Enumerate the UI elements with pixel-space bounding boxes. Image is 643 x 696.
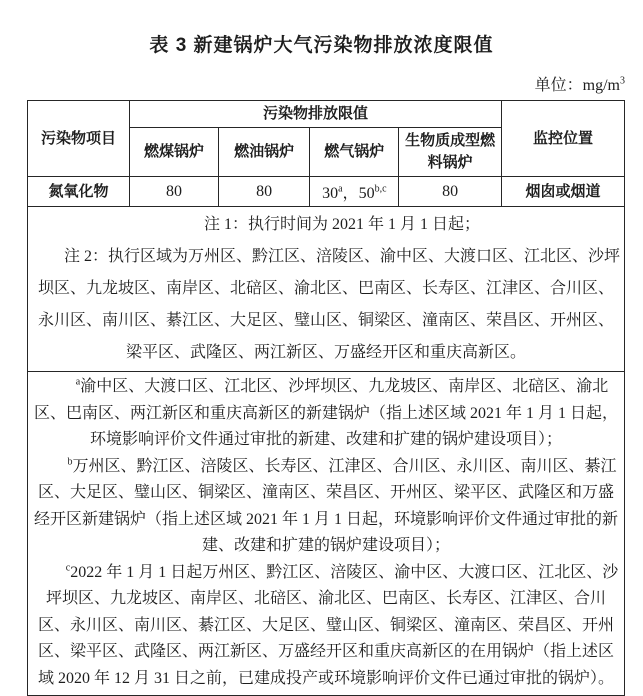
gas-footnote-ref-bc: b,c [374, 183, 387, 195]
table-title: 表 3 新建锅炉大气污染物排放浓度限值 [149, 35, 494, 56]
header-row-1 [28, 101, 625, 128]
footnote-b-marker: b [67, 456, 73, 468]
header-gas-boiler: 燃气锅炉 [310, 128, 399, 177]
gas-footnote-ref-a: a [338, 183, 343, 195]
footnote-a-marker: a [75, 376, 81, 388]
gas-value-1: 30 [322, 185, 339, 202]
footnote-c-text: 2022 年 1 月 1 日起万州区、黔江区、涪陵区、渝中区、大渡口区、江北区、沙坪坝区、九龙坡区、南岸区、北碚区、渝北区、巴南区、长寿区、江津区、合川区、永川区、南川区、綦江区、大足区、璧山区、铜梁区、潼南区、荣昌区、开州区、梁平区、武隆区、两江新区、万盛经开区和重庆高新区的在用锅炉（指上述区域 2020 年 12 月 31 日之前，已建成投产或环境影响评价文件已通过审批的锅炉）。 [37, 563, 619, 688]
unit-superscript: 3 [620, 75, 625, 87]
notes-row [28, 207, 625, 372]
header-pollutant-item: 污染物项目 [28, 101, 130, 177]
footnotes-row [28, 372, 625, 696]
gas-value-2: 50 [358, 185, 375, 202]
footnote-a [32, 374, 620, 454]
unit-label: 单位： [534, 77, 583, 94]
cell-coal-value: 80 [130, 177, 219, 207]
footnote-b [32, 454, 620, 560]
header-monitor-position: 监控位置 [501, 101, 624, 177]
emission-limits-table [27, 100, 625, 696]
cell-pollutant-name: 氮氧化物 [28, 177, 130, 207]
footnotes-cell [28, 372, 625, 696]
note-2: 注 2：执行区域为万州区、黔江区、涪陵区、渝中区、大渡口区、江北区、沙坪坝区、九龙坡区、南岸区、北碚区、渝北区、巴南区、长寿区、江津区、合川区、永川区、南川区、綦江区、大足区、璧山区、铜梁区、潼南区、荣昌区、开州区、梁平区、武隆区、两江新区、万盛经开区和重庆高新区。 [37, 248, 621, 361]
notes-cell [28, 207, 625, 372]
cell-oil-value: 80 [219, 177, 310, 207]
footnote-b-text: 万州区、黔江区、涪陵区、长寿区、江津区、合川区、永川区、南川区、綦江区、大足区、璧山区、铜梁区、潼南区、荣昌区、开州区、梁平区、武隆区和万盛经开区新建锅炉（指上述区域 2021 年 1 月 1 日起，环境影响评价文件通过审批的新建、改建和扩建的锅炉建设项目）； [33, 457, 618, 555]
cell-monitor-location: 烟囱或烟道 [501, 177, 624, 207]
gas-separator: ， [342, 185, 359, 202]
cell-gas-value [310, 177, 399, 207]
header-emission-limit-group: 污染物排放限值 [130, 101, 502, 128]
unit-value: mg/m [582, 77, 620, 94]
note-1: 注 1：执行时间为 2021 年 1 月 1 日起； [203, 216, 480, 233]
cell-biomass-value: 80 [399, 177, 502, 207]
footnote-a-text: 渝中区、大渡口区、江北区、沙坪坝区、九龙坡区、南岸区、北碚区、渝北区、巴南区、两江新区和重庆高新区的新建锅炉（指上述区域 2021 年 1 月 1 日起，环境影响评价文件通过审批的新建、改建和扩建的锅炉建设项目）； [33, 378, 618, 449]
data-row-nox [28, 177, 625, 207]
header-biomass-boiler: 生物质成型燃料锅炉 [399, 128, 502, 177]
unit-line [27, 72, 625, 95]
header-coal-boiler: 燃煤锅炉 [130, 128, 219, 177]
footnote-c [32, 560, 620, 693]
footnote-c-marker: c [65, 562, 71, 574]
header-oil-boiler: 燃油锅炉 [219, 128, 310, 177]
